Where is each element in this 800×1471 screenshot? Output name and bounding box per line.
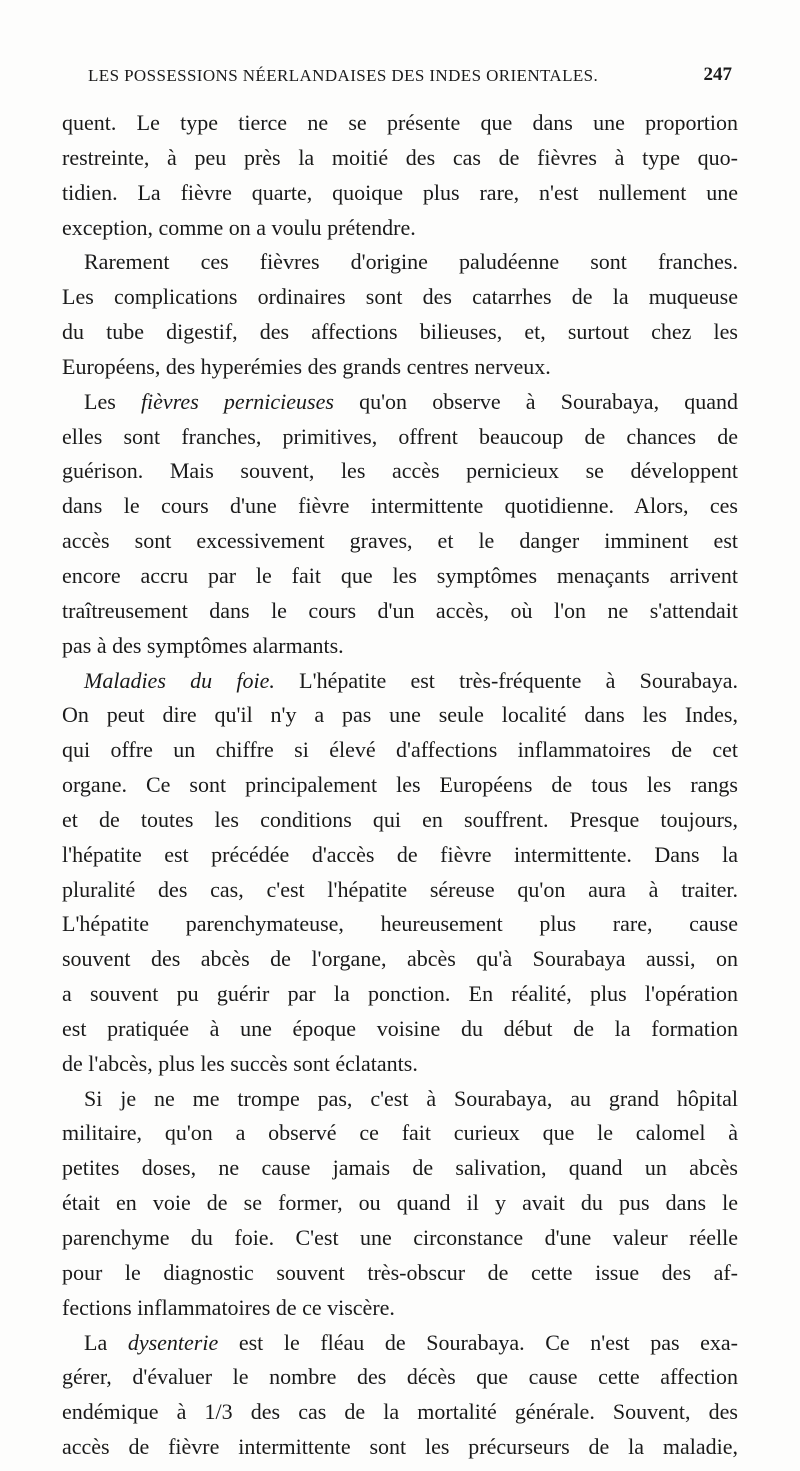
- italic-term: fièvres pernicieuses: [140, 388, 334, 414]
- text-line: On peut dire qu'il n'y a pas une seule localité dans les Indes,: [62, 702, 738, 728]
- text-line: Rarement ces fièvres d'origine paludéenne sont franches.: [84, 249, 738, 275]
- text-run: est le fléau de Sourabaya. Ce n'est pas exa-: [218, 1329, 739, 1355]
- text-line: et de toutes les conditions qui en souffrent. Presque toujours,: [62, 806, 738, 832]
- italic-term: dysenterie: [127, 1329, 219, 1355]
- text-line: endémique à 1/3 des cas de la mortalité générale. Souvent, des: [62, 1399, 738, 1425]
- text-line: quent. Le type tierce ne se présente que dans une proportion: [62, 110, 738, 135]
- text-line: exception, comme on a voulu prétendre.: [62, 214, 416, 240]
- body-text: [62, 106, 738, 1465]
- text-line: de l'abcès, plus les succès sont éclatants.: [62, 1050, 418, 1076]
- text-line: accès de fièvre intermittente sont les précurseurs de la maladie,: [62, 1434, 738, 1460]
- text-line: accès sont excessivement graves, et le danger imminent est: [62, 528, 738, 554]
- text-run: La: [84, 1329, 128, 1355]
- text-line: Européens, des hyperémies des grands centres nerveux.: [62, 353, 551, 379]
- text-line: fections inflammatoires de ce viscère.: [62, 1294, 395, 1320]
- text-line: Les complications ordinaires sont des catarrhes de la muqueuse: [62, 284, 738, 310]
- text-line: Si je ne me trompe pas, c'est à Sourabaya, au grand hôpital: [84, 1085, 738, 1111]
- text-line: pour le diagnostic souvent très-obscur de cette issue des af-: [62, 1259, 738, 1285]
- text-line: petites doses, ne cause jamais de salivation, quand un abcès: [62, 1155, 738, 1181]
- text-line: du tube digestif, des affections bilieuses, et, surtout chez les: [62, 319, 738, 345]
- text-line: a souvent pu guérir par la ponction. En réalité, plus l'opération: [62, 981, 738, 1007]
- text-run: L'hépatite est très-fréquente à Sourabaya.: [274, 667, 738, 693]
- text-line: traîtreusement dans le cours d'un accès, où l'on ne s'attendait: [62, 597, 738, 623]
- text-line: restreinte, à peu près la moitié des cas de fièvres à type quo-: [62, 144, 738, 170]
- text-line: l'hépatite est précédée d'accès de fièvre intermittente. Dans la: [62, 841, 738, 867]
- text-line: organe. Ce sont principalement les Européens de tous les rangs: [62, 772, 738, 798]
- text-line: pluralité des cas, c'est l'hépatite séreuse qu'on aura à traiter.: [62, 876, 738, 902]
- text-line: L'hépatite parenchymateuse, heureusement plus rare, cause: [62, 911, 738, 937]
- text-line: gérer, d'évaluer le nombre des décès que cause cette affection: [62, 1364, 738, 1390]
- text-line: est pratiquée à une époque voisine du début de la formation: [62, 1015, 738, 1041]
- text-line: était en voie de se former, ou quand il y avait du pus dans le: [62, 1190, 738, 1216]
- running-head: LES POSSESSIONS NÉERLANDAISES DES INDES ORIENTALES.: [88, 66, 599, 85]
- text-run: qu'on observe à Sourabaya, quand: [333, 388, 739, 414]
- text-line: souvent des abcès de l'organe, abcès qu'à Sourabaya aussi, on: [62, 946, 738, 972]
- text-line: tidien. La fièvre quarte, quoique plus rare, n'est nullement une: [62, 179, 738, 205]
- page-header: [88, 62, 732, 92]
- italic-term: Maladies du foie.: [84, 667, 275, 693]
- text-line: guérison. Mais souvent, les accès pernicieux se développent: [62, 458, 738, 484]
- text-line: [62, 664, 738, 699]
- page-number: 247: [703, 64, 732, 85]
- text-line: militaire, qu'on a observé ce fait curieux que le calomel à: [62, 1120, 738, 1146]
- text-line: [62, 1326, 738, 1361]
- text-line: parenchyme du foie. C'est une circonstance d'une valeur réelle: [62, 1225, 738, 1250]
- text-line: encore accru par le fait que les symptômes menaçants arrivent: [62, 562, 738, 588]
- text-line: elles sont franches, primitives, offrent beaucoup de chances de: [62, 423, 738, 449]
- text-line: qui offre un chiffre si élevé d'affections inflammatoires de cet: [62, 737, 738, 763]
- text-line: pas à des symptômes alarmants.: [62, 632, 344, 658]
- text-line: dans le cours d'une fièvre intermittente quotidienne. Alors, ces: [62, 493, 738, 519]
- text-line: [62, 385, 738, 420]
- text-run: Les: [84, 388, 141, 414]
